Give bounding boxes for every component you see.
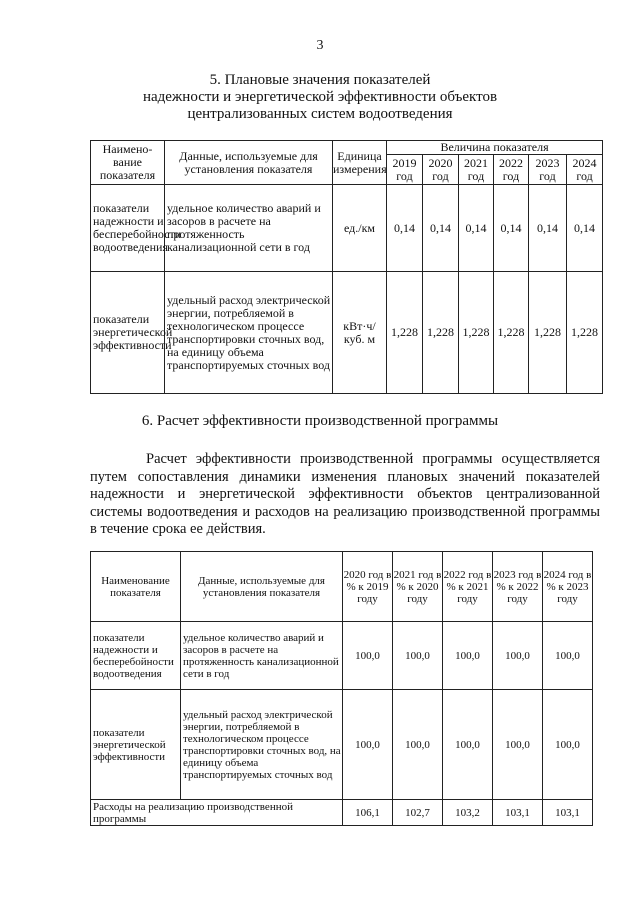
section5-title-line1: 5. Плановые значения показателей xyxy=(209,72,431,88)
t2-row-value: 100,0 xyxy=(493,622,543,690)
t1-header-unit: Единица измерения xyxy=(333,141,387,185)
t1-header-year: 2020 год xyxy=(423,155,459,185)
table-row xyxy=(91,185,603,272)
t1-header-data: Данные, используемые для установления показателя xyxy=(165,141,333,185)
t2-row-value: 100,0 xyxy=(393,690,443,800)
t1-row-value: 0,14 xyxy=(494,185,529,272)
t2-row-value: 100,0 xyxy=(343,690,393,800)
t2-row-data: удельный расход электрической энергии, потребляемой в технологическом процессе транспортировки сточных вод, на единицу объема транспортируемых сточных вод xyxy=(181,690,343,800)
t1-row-unit: ед./км xyxy=(333,185,387,272)
t2-row-value: 100,0 xyxy=(543,622,593,690)
t1-header-year: 2021 год xyxy=(459,155,494,185)
section6-title: 6. Расчет эффективности производственной программы xyxy=(141,413,499,429)
table-row xyxy=(91,690,593,800)
t1-row-value: 1,228 xyxy=(494,272,529,394)
t1-row-name: показатели надежности и бесперебойности водоотведения xyxy=(91,185,165,272)
t1-header-year: 2019 год xyxy=(387,155,423,185)
t2-header-year: 2020 год в % к 2019 году xyxy=(343,552,393,622)
t2-header-year: 2021 год в % к 2020 году xyxy=(393,552,443,622)
t1-row-data: удельное количество аварий и засоров в расчете на протяженность канализационной сети в год xyxy=(165,185,333,272)
t1-row-value: 0,14 xyxy=(567,185,603,272)
section5-title-line3: централизованных систем водоотведения xyxy=(187,106,453,122)
t1-header-year: 2022 год xyxy=(494,155,529,185)
table-row xyxy=(91,272,603,394)
t2-row-name: показатели надежности и бесперебойности водоотведения xyxy=(91,622,181,690)
t1-row-value: 0,14 xyxy=(529,185,567,272)
t2-expense-value: 102,7 xyxy=(393,800,443,826)
t2-header-year: 2024 год в % к 2023 году xyxy=(543,552,593,622)
t1-header-name: Наимено-вание показателя xyxy=(91,141,165,185)
t2-expense-value: 103,1 xyxy=(543,800,593,826)
t1-row-data: удельный расход электрической энергии, потребляемой в технологическом процессе транспортировки сточных вод, на единицу объема транспортируемых сточных вод xyxy=(165,272,333,394)
t1-row-value: 1,228 xyxy=(459,272,494,394)
t2-row-name: показатели энергетической эффективности xyxy=(91,690,181,800)
t2-expense-value: 103,2 xyxy=(443,800,493,826)
t1-row-value: 1,228 xyxy=(567,272,603,394)
t2-row-value: 100,0 xyxy=(493,690,543,800)
t1-row-value: 1,228 xyxy=(387,272,423,394)
table-row xyxy=(91,800,593,826)
t2-header-data: Данные, используемые для установления показателя xyxy=(181,552,343,622)
t1-row-value: 0,14 xyxy=(459,185,494,272)
page-number: 3 xyxy=(316,38,324,53)
t2-row-value: 100,0 xyxy=(443,690,493,800)
t1-row-unit: кВт·ч/ куб. м xyxy=(333,272,387,394)
section6-table xyxy=(90,551,593,826)
t1-row-value: 1,228 xyxy=(423,272,459,394)
t2-row-value: 100,0 xyxy=(343,622,393,690)
section6-paragraph: Расчет эффективности производственной программы осуществляется путем сопоставления динамики изменения плановых значений показателей надежности и энергетической эффективности объектов централизованной системы водоотведения и расходов на реализацию производственной программы в течение срока ее действия. xyxy=(90,451,600,537)
section5-table xyxy=(90,140,603,394)
t2-row-value: 100,0 xyxy=(443,622,493,690)
t1-row-value: 1,228 xyxy=(529,272,567,394)
t2-row-value: 100,0 xyxy=(543,690,593,800)
t2-row-data: удельное количество аварий и засоров в расчете на протяженность канализационной сети в год xyxy=(181,622,343,690)
t1-header-value-group: Величина показателя xyxy=(387,141,603,155)
section5-title-line2: надежности и энергетической эффективности объектов xyxy=(142,89,498,105)
t2-expense-value: 103,1 xyxy=(493,800,543,826)
t1-header-year: 2024 год xyxy=(567,155,603,185)
t2-header-year: 2022 год в % к 2021 году xyxy=(443,552,493,622)
t2-expense-value: 106,1 xyxy=(343,800,393,826)
t2-expense-name: Расходы на реализацию производственной программы xyxy=(91,800,343,826)
t1-row-value: 0,14 xyxy=(387,185,423,272)
table-row xyxy=(91,622,593,690)
t2-header-year: 2023 год в % к 2022 году xyxy=(493,552,543,622)
t2-row-value: 100,0 xyxy=(393,622,443,690)
t1-header-year: 2023 год xyxy=(529,155,567,185)
t2-header-name: Наименование показателя xyxy=(91,552,181,622)
t1-row-name: показатели энергетической эффективности xyxy=(91,272,165,394)
t1-row-value: 0,14 xyxy=(423,185,459,272)
